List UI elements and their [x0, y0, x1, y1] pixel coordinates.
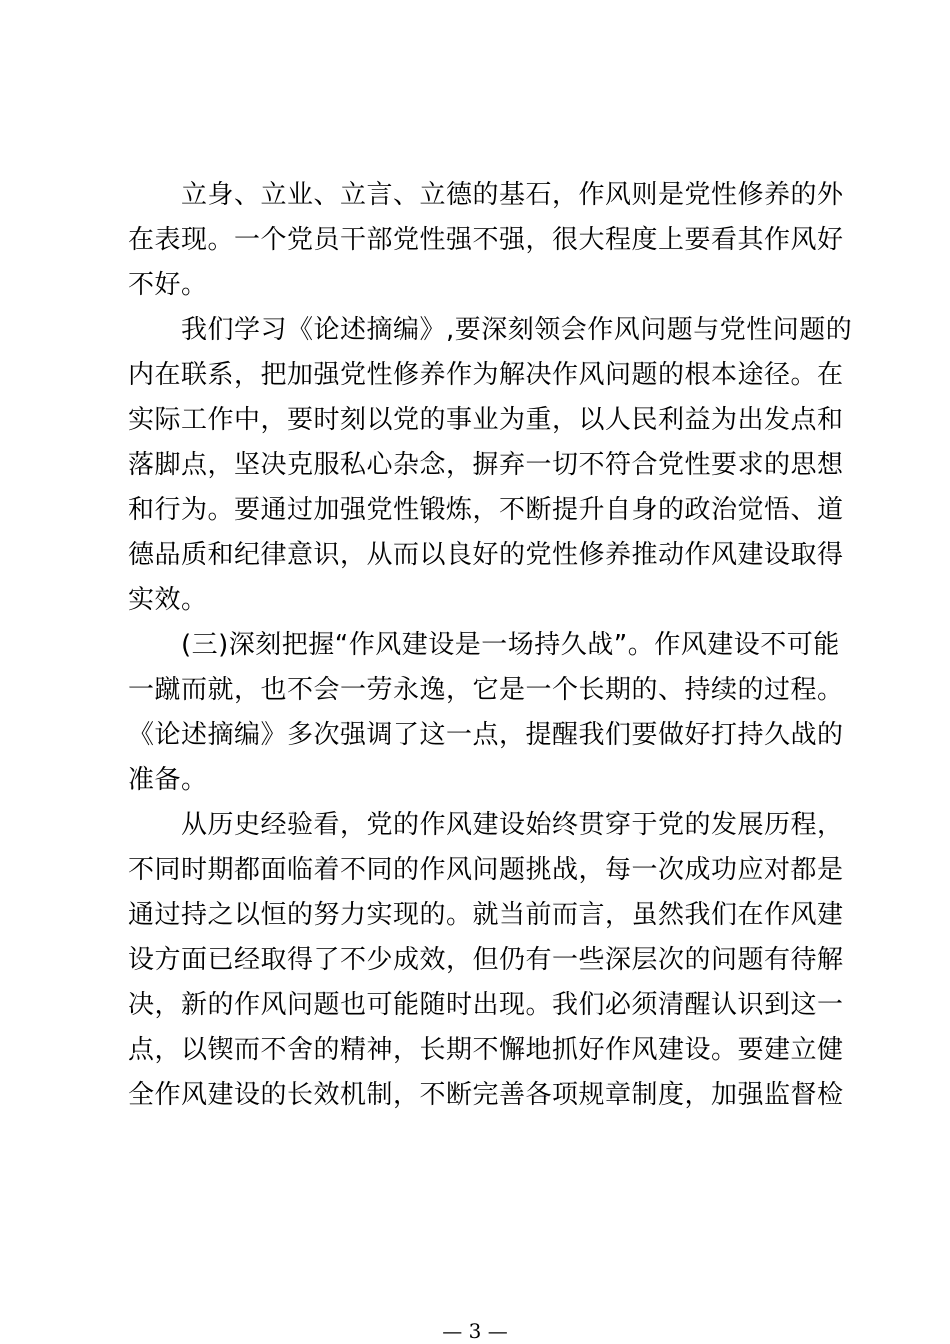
text-line: 设方面已经取得了不少成效，但仍有一些深层次的问题有待解 [128, 945, 844, 975]
text-line: 和行为。要通过加强党性锻炼，不断提升自身的政治觉悟、道 [128, 495, 844, 525]
text-line: 落脚点，坚决克服私心杂念，摒弃一切不符合党性要求的思想 [128, 450, 844, 480]
text-line: 不好。 [128, 270, 208, 300]
text-line: (三)深刻把握“作风建设是一场持久战”。作风建设不可能 [128, 630, 840, 660]
text-line: 实际工作中，要时刻以党的事业为重，以人民利益为出发点和 [128, 405, 844, 435]
text-line: 在表现。一个党员干部党性强不强，很大程度上要看其作风好 [128, 225, 844, 255]
text-line: 立身、立业、立言、立德的基石，作风则是党性修养的外 [128, 180, 844, 210]
text-line: 《论述摘编》多次强调了这一点，提醒我们要做好打持久战的 [128, 720, 844, 750]
text-line: 实效。 [128, 585, 208, 615]
text-line: 德品质和纪律意识，从而以良好的党性修养推动作风建设取得 [128, 540, 844, 570]
text-line: 我们学习《论述摘编》,要深刻领会作风问题与党性问题的 [128, 315, 853, 345]
text-line: 通过持之以恒的努力实现的。就当前而言，虽然我们在作风建 [128, 900, 844, 930]
page-number: — 3 — [442, 1319, 508, 1343]
text-line: 不同时期都面临着不同的作风问题挑战，每一次成功应对都是 [128, 855, 844, 885]
body-text [128, 173, 853, 1118]
text-line: 点，以锲而不舍的精神，长期不懈地抓好作风建设。要建立健 [128, 1035, 844, 1065]
text-line: 从历史经验看，党的作风建设始终贯穿于党的发展历程， [128, 810, 844, 840]
text-line: 一蹴而就，也不会一劳永逸，它是一个长期的、持续的过程。 [128, 675, 844, 705]
text-line: 决，新的作风问题也可能随时出现。我们必须清醒认识到这一 [128, 990, 844, 1020]
text-line: 全作风建设的长效机制，不断完善各项规章制度，加强监督检 [128, 1080, 844, 1110]
text-line: 内在联系，把加强党性修养作为解决作风问题的根本途径。在 [128, 360, 844, 390]
text-line: 准备。 [128, 765, 208, 795]
